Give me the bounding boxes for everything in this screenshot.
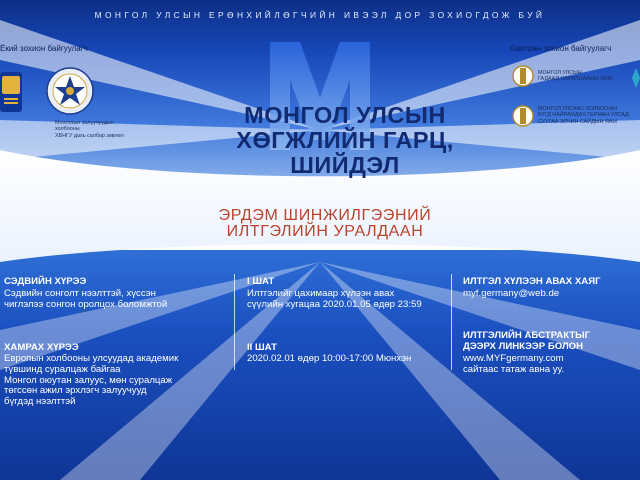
main-title: МОНГОЛ УЛСЫН ХӨГЖЛИЙН ГАРЦ, ШИЙДЭЛ — [236, 102, 454, 178]
top-banner: МОНГОЛ УЛСЫН ЕРӨНХИЙЛӨГЧИЙН ИВЭЭЛ ДОР ЗОХИОГДОЖ БУЙ — [94, 10, 546, 20]
co-organizer-label: Хамтран зохион байгуулагч — [509, 44, 612, 53]
sub-title: ЭРДЭМ ШИНЖИЛГЭЭНИЙ ИЛТГЭЛИЙН УРАЛДААН — [218, 207, 432, 240]
topic-text: Сэдвийн сонголт нээлттэй, хүссэн чиглэлээ сонгон оролцох боломжтой — [4, 288, 168, 310]
youth-federation-caption: Монголын залуучуудын холбооны ХБНГУ дахь салбар зөвлөл — [55, 120, 124, 139]
foreign-ministry-logo — [512, 62, 534, 90]
column-divider-2 — [451, 274, 452, 370]
stage-one-text: Илтгэлийг цахимаар хүлээн авах сүүлийн хугацаа 2020.01.05 өдөр 23:59 — [247, 288, 422, 310]
email-address[interactable]: myf.germany@web.de — [463, 288, 560, 299]
embassy-caption: МОНГОЛ УЛСААС ХОЛБООНЫ БҮГД НАЙРАМДАХ ГЕРМАН УЛСАД СУУГАА ЭЛЧИН САЙДЫН ЯАМ — [538, 106, 629, 125]
stage-one-heading: I ШАТ — [247, 276, 275, 287]
stage-two-text: 2020.02.01 өдөр 10:00-17:00 Мюнхэн — [247, 353, 412, 364]
scope-text: Европын холбооны улсуудад академик түвшинд суралцаж байгаа Монгол оюутан залуус, мөн суралцаж төгссөн ажил эрхлэгч залуучууд бүгдэд нээлттэй — [4, 353, 179, 408]
partner-logo — [626, 64, 640, 94]
big-m-letter: M — [319, 40, 321, 41]
address-heading: ИЛТГЭЛ ХҮЛЭЭН АВАХ ХАЯГ — [463, 276, 601, 287]
abstract-text: www.MYFgermany.com сайтаас татаж авна уу. — [463, 353, 565, 375]
website-link[interactable]: www.MYFgermany.com — [463, 353, 564, 364]
scope-heading: ХАМРАХ ХҮРЭЭ — [4, 342, 79, 353]
foreign-ministry-caption: МОНГОЛ УЛСЫН ГАДААД ХАРИЛЦААНЫ ЯАМ — [538, 70, 613, 83]
emblem-logo — [0, 66, 24, 120]
stage-two-heading: II ШАТ — [247, 342, 277, 353]
abstract-heading: ИЛТГЭЛИЙН АБСТРАКТЫГ ДЭЭРХ ЛИНКЭЭР БОЛОН — [463, 330, 591, 352]
column-divider-1 — [234, 274, 235, 370]
topic-heading: СЭДВИЙН ХҮРЭЭ — [4, 276, 87, 287]
embassy-logo — [512, 102, 534, 130]
youth-federation-logo — [45, 66, 95, 116]
organizer-label: Ёкий зохион байгуулагч — [0, 44, 88, 53]
